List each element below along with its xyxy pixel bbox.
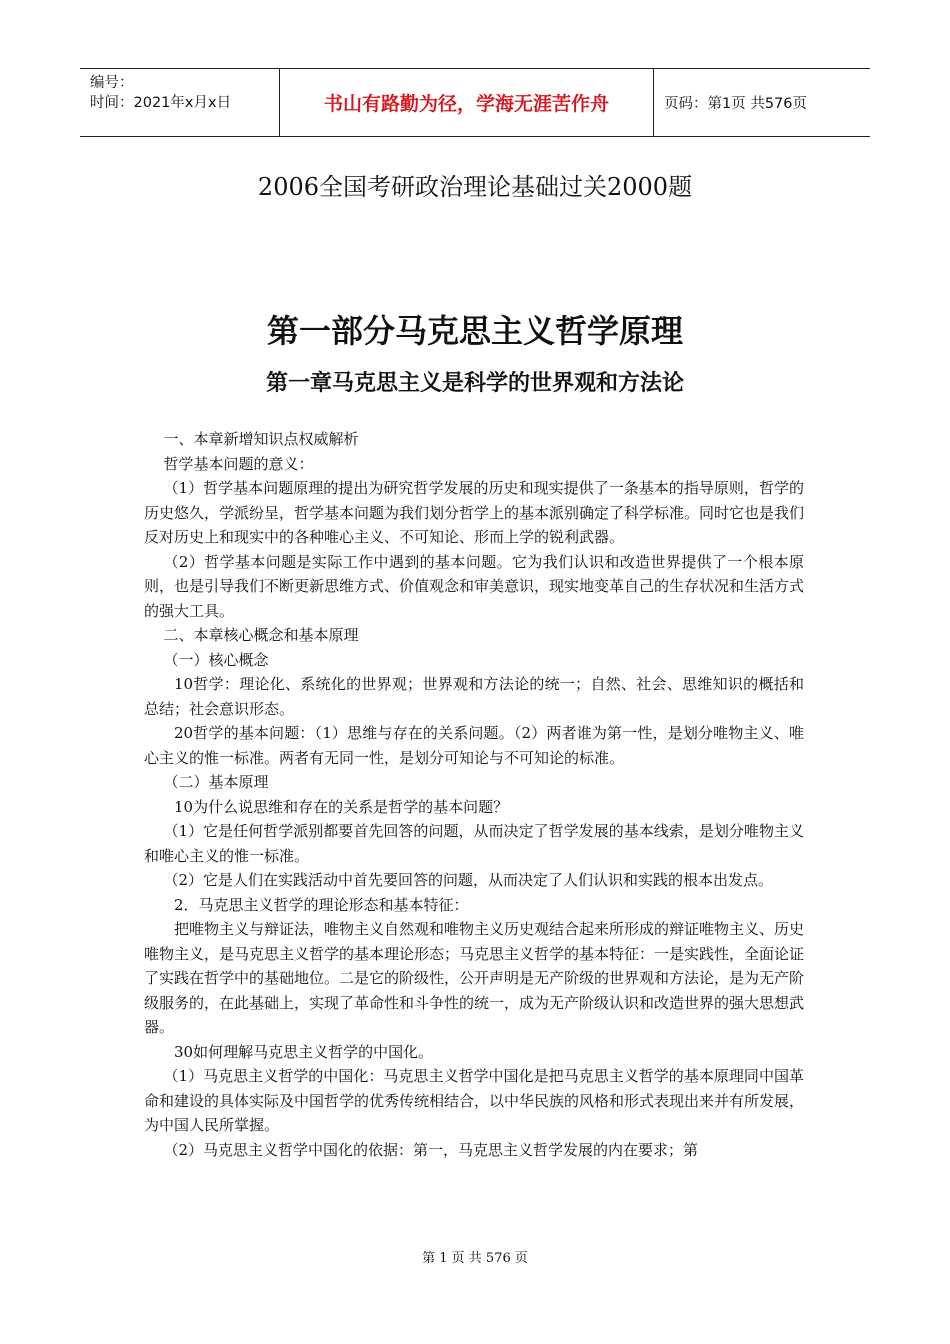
paragraph: 2．马克思主义哲学的理论形态和基本特征： <box>174 895 469 914</box>
header-table <box>80 68 870 137</box>
paragraph: （1）哲学基本问题原理的提出为研究哲学发展的历史和现实提供了一条基本的指导原则，哲学的历史悠久，学派纷呈，哲学基本问题为我们划分哲学上的基本派别确定了科学标准。同时它也是我们反对历史上和现实中的各种唯心主义、不可知论、形而上学的锐利武器。 <box>144 479 805 546</box>
subsection-heading: （一）核心概念 <box>163 650 269 669</box>
paragraph: 把唯物主义与辩证法，唯物主义自然观和唯物主义历史观结合起来所形成的辩证唯物主义、历史唯物主义，是马克思主义哲学的基本理论形态；马克思主义哲学的基本特征：一是实践性，全面论证了实践在哲学中的基础地位。二是它的阶级性，公开声明是无产阶级的世界观和方法论，是为无产阶级服务的，在此基础上，实现了革命性和斗争性的统一，成为无产阶级认识和改造世界的强大思想武器。 <box>144 920 805 1036</box>
paragraph: 30如何理解马克思主义哲学的中国化。 <box>174 1042 434 1061</box>
paragraph: 20哲学的基本问题：（1）思维与存在的关系问题。（2）两者谁为第一性，是划分唯物主义、唯心主义的惟一标准。两者有无同一性，是划分可知论与不可知论的标准。 <box>144 724 804 767</box>
chapter-title: 第一章马克思主义是科学的世界观和方法论 <box>265 371 684 396</box>
page-label: 页码：第1页 共576页 <box>664 96 808 112</box>
body-text <box>144 427 804 1162</box>
header-info-cell <box>80 69 280 136</box>
paragraph: （2）它是人们在实践活动中首先要回答的问题，从而决定了人们认识和实践的根本出发点。 <box>163 871 774 889</box>
paragraph: （1）它是任何哲学派别都要首先回答的问题，从而决定了哲学发展的基本线索，是划分唯物主义和唯心主义的惟一标准。 <box>144 822 804 865</box>
paragraph: （2）哲学基本问题是实际工作中遇到的基本问题。它为我们认识和改造世界提供了一个根本原则，也是引导我们不断更新思维方式、价值观念和审美意识，现实地变革自己的生存状况和生活方式的强大工具。 <box>144 552 805 620</box>
subsection-heading: （二）基本原理 <box>163 773 269 791</box>
section-heading: 一、本章新增知识点权威解析 <box>163 430 359 448</box>
section-heading: 二、本章核心概念和基本原理 <box>163 626 359 644</box>
part-title: 第一部分马克思主义哲学原理 <box>266 312 683 350</box>
paragraph: 10为什么说思维和存在的关系是哲学的基本问题？ <box>174 797 509 816</box>
time-label: 时间：2021年x月x日 <box>90 95 232 111</box>
paragraph: 哲学基本问题的意义： <box>163 454 314 473</box>
paragraph: （2）马克思主义哲学中国化的依据：第一，马克思主义哲学发展的内在要求；第 <box>163 1140 699 1159</box>
paragraph: 10哲学：理论化、系统化的世界观；世界观和方法论的统一；自然、社会、思维知识的概括和总结；社会意识形态。 <box>144 675 804 718</box>
number-label: 编号： <box>90 75 134 91</box>
document-title: 2006全国考研政治理论基础过关2000题 <box>257 173 693 201</box>
page-footer: 第 1 页 共 576 页 <box>422 1251 528 1266</box>
motto: 书山有路勤为径，学海无涯苦作舟 <box>280 69 654 136</box>
paragraph: （1）马克思主义哲学的中国化：马克思主义哲学中国化是把马克思主义哲学的基本原理同中国革命和建设的具体实际及中国哲学的优秀传统相结合，以中华民族的风格和形式表现出来并有所发展，为中国人民所掌握。 <box>144 1067 805 1134</box>
